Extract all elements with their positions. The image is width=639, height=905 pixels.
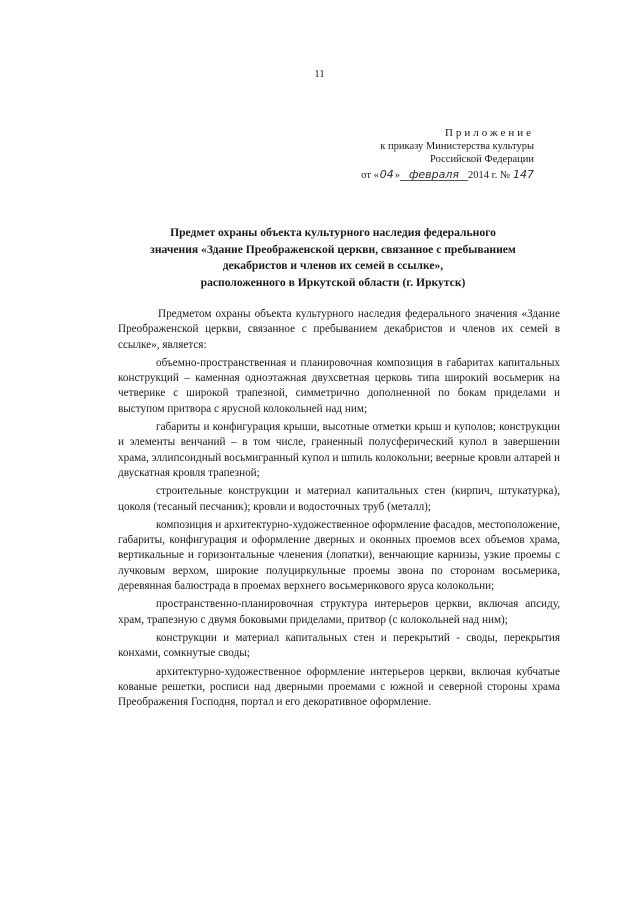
page-number: 11 (314, 68, 325, 80)
title-line-1: Предмет охраны объекта культурного наследия федерального (170, 226, 496, 239)
list-item: пространственно-планировочная структура интерьеров церкви, включая апсиду, храм, трапезную с двумя боковыми приделами, притвор (с колокольней над ним); (118, 598, 560, 626)
appendix-line-federation: Российской Федерации (430, 154, 534, 165)
title-line-2: значения «Здание Преображенской церкви, связанное с пребыванием (150, 242, 516, 256)
handwritten-month: февраля (400, 169, 468, 181)
title-line-3: декабристов и членов их семей в ссылке», (222, 259, 444, 272)
appendix-line-order: к приказу Министерства культуры (380, 141, 534, 152)
list-item: архитектурно-художественное оформление интерьеров церкви, включая кубчатые кованые решетки, росписи над дверными проемами с южной и северной стороны храма Преображения Господня, портал и его декоративное оформление. (118, 665, 560, 709)
appendix-heading: Приложение (444, 127, 534, 139)
intro-paragraph: Предметом охраны объекта культурного наследия федерального значения «Здание Преображенской церкви, связанное с пребыванием декабристов и членов их семей в ссылке», является: (118, 308, 560, 351)
handwritten-order-number: 147 (513, 168, 534, 181)
appendix-date-line (274, 168, 534, 182)
document-title (128, 225, 538, 291)
date-year: 2014 г. № (467, 170, 510, 181)
list-item: композиция и архитектурно-художественное оформление фасадов, местоположение, габариты, конфигурация и оформление дверных и оконных проемов всех объемов храма, вертикальные и горизонтальные членения (лопатки), венчающие карнизы, узкие проемы с лучковым верхом, широкие полуциркульные проемы звона по сторонам восьмерика, деревянная балюстрада в проемах верхнего восьмерикового яруса колокольни; (118, 518, 560, 593)
document-body (118, 307, 560, 710)
title-line-4: расположенного в Иркутской области (г. Иркутск) (200, 275, 466, 289)
date-mid: » (394, 170, 400, 181)
handwritten-day: 04 (379, 168, 394, 181)
list-item: строительные конструкции и материал капитальных стен (кирпич, штукатурка), цоколя (тесаный песчаник); кровли и водосточных труб (металл); (118, 485, 560, 513)
date-prefix: от « (361, 170, 379, 181)
appendix-block (274, 127, 534, 182)
list-item: объемно-пространственная и планировочная композиция в габаритах капитальных конструкций – каменная одноэтажная двухсветная церковь типа широкий восьмерик на четверике с широкой трапезной, симметрично дополненной по бокам приделами и выступом притвора с ярусной колокольней над ним; (118, 356, 560, 415)
list-item: габариты и конфигурация крыши, высотные отметки крыш и куполов; конструкции и элементы венчаний – в том числе, граненный полусферический купол в завершении храма, эллипсоидный восьмигранный купол и шпиль колокольни; веерные кровли алтарей и двускатная кровля трапезной; (118, 421, 560, 479)
list-item: конструкции и материал капитальных стен и перекрытий - своды, перекрытия конхами, сомкнутые своды; (118, 631, 560, 660)
